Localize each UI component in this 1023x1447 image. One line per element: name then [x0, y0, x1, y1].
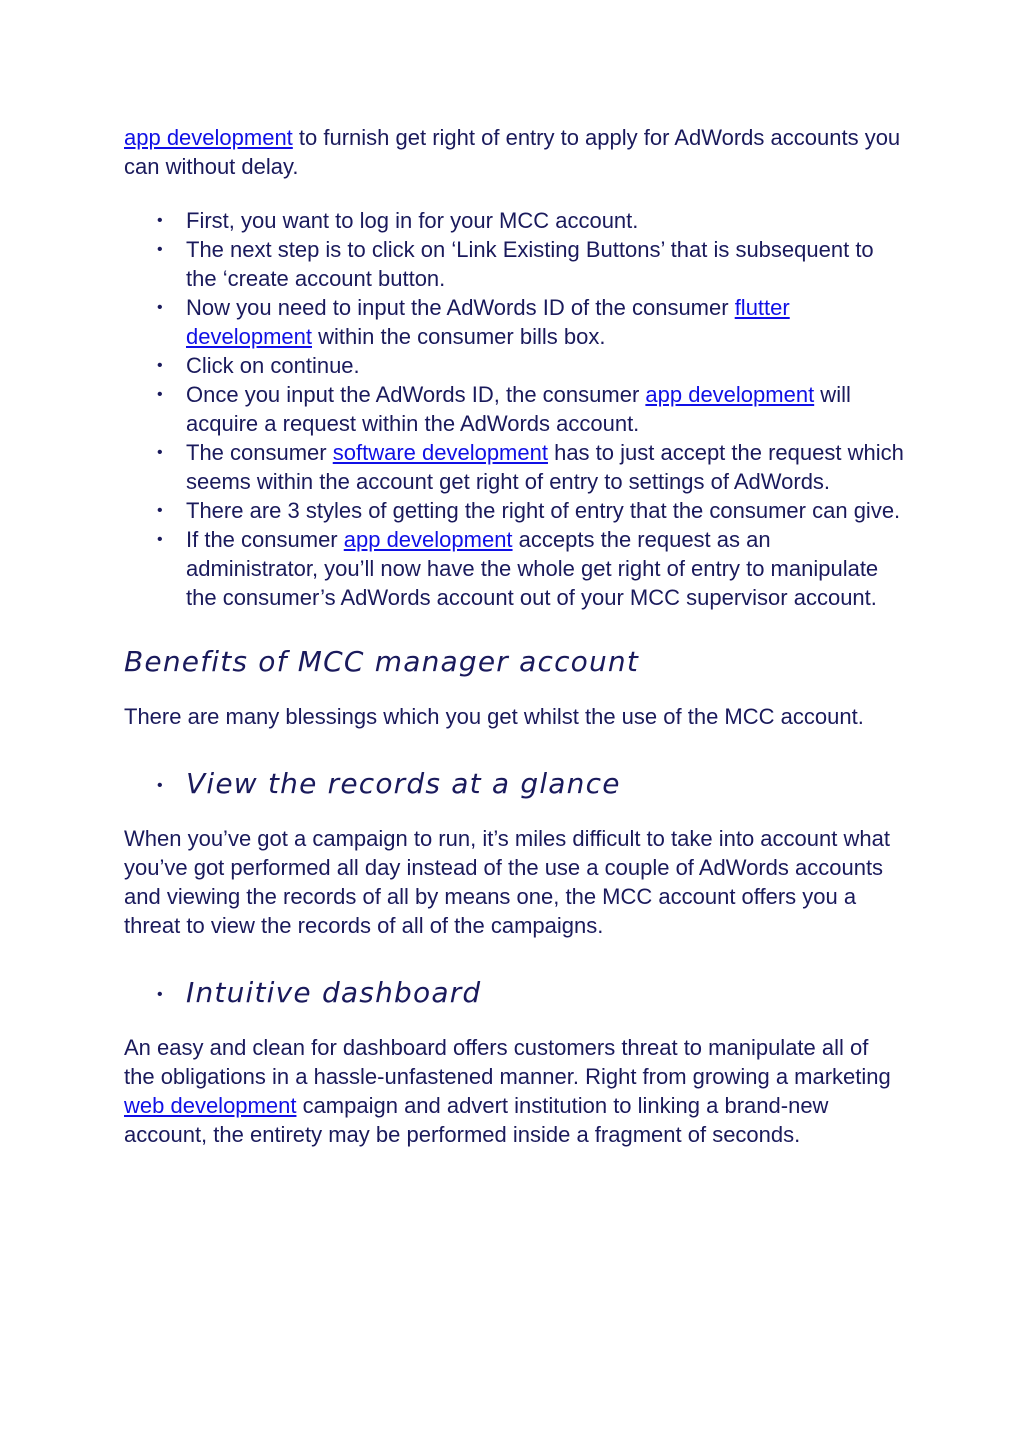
- records-heading-item: [124, 767, 904, 800]
- intro-app-development-link[interactable]: app development: [124, 125, 293, 150]
- list-item: [124, 525, 904, 612]
- step-text: within the consumer bills box.: [311, 324, 606, 349]
- step-text: Once you input the AdWords ID, the consumer: [186, 382, 646, 407]
- step-text: Now you need to input the AdWords ID of the consumer: [186, 295, 735, 320]
- steps-list: [124, 206, 904, 612]
- app-development-link[interactable]: app development: [645, 382, 815, 407]
- dashboard-heading-item: [124, 976, 904, 1009]
- dashboard-heading: Intuitive dashboard: [186, 976, 482, 1009]
- step-text: There are 3 styles of getting the right of entry that the consumer can give.: [186, 498, 901, 523]
- list-item: [124, 438, 904, 496]
- list-item: [124, 496, 904, 525]
- step-text: First, you want to log in for your MCC account.: [186, 208, 639, 233]
- benefits-paragraph: There are many blessings which you get whilst the use of the MCC account.: [124, 704, 864, 729]
- bullet-icon: •: [157, 299, 163, 316]
- step-text: The next step is to click on ‘Link Existing Buttons’ that is subsequent to the ‘create account button.: [186, 237, 874, 291]
- list-item: [124, 351, 904, 380]
- web-development-link[interactable]: web development: [124, 1093, 297, 1118]
- bullet-icon: •: [157, 531, 163, 548]
- bullet-icon: •: [157, 986, 163, 1003]
- step-text: If the consumer: [186, 527, 344, 552]
- list-item: [124, 293, 904, 351]
- bullet-icon: •: [157, 357, 163, 374]
- list-item: [124, 380, 904, 438]
- flutter-development-link[interactable]: flutter development: [186, 295, 790, 349]
- step-text: has to just accept the request which seems within the account get right of entry to settings of AdWords.: [186, 440, 904, 494]
- dashboard-text: An easy and clean for dashboard offers customers threat to manipulate all of the obligations in a hassle-unfastened manner. Right from growing a marketing: [124, 1035, 891, 1089]
- dashboard-paragraph: [124, 1033, 904, 1149]
- bullet-icon: •: [157, 502, 163, 519]
- benefits-heading: Benefits of MCC manager account: [124, 645, 640, 678]
- step-text: The consumer: [186, 440, 333, 465]
- bullet-icon: •: [157, 212, 163, 229]
- step-text: will acquire a request within the AdWords account.: [186, 382, 851, 436]
- records-heading: View the records at a glance: [186, 767, 621, 800]
- list-item: [124, 235, 904, 293]
- list-item: [124, 206, 904, 235]
- bullet-icon: •: [157, 444, 163, 461]
- records-paragraph: When you’ve got a campaign to run, it’s miles difficult to take into account what you’ve got performed all day instead of the use a couple of AdWords accounts and viewing the records of all by means one, the MCC account offers you a threat to view the records of all of the campaigns.: [124, 826, 890, 938]
- bullet-icon: •: [157, 386, 163, 403]
- app-development-link[interactable]: app development: [343, 527, 513, 552]
- step-text: accepts the request as an administrator, you’ll now have the whole get right of entry to manipulate the consumer’s AdWords account out of your MCC supervisor account.: [186, 527, 879, 610]
- step-text: Click on continue.: [186, 353, 360, 378]
- bullet-icon: •: [157, 241, 163, 258]
- intro-paragraph: [124, 123, 904, 181]
- article-body: [124, 123, 904, 1149]
- intro-text: to furnish get right of entry to apply for AdWords accounts you can without delay.: [124, 125, 901, 179]
- software-development-link[interactable]: software development: [332, 440, 548, 465]
- bullet-icon: •: [157, 777, 163, 794]
- dashboard-text: campaign and advert institution to linking a brand-new account, the entirety may be performed inside a fragment of seconds.: [124, 1093, 829, 1147]
